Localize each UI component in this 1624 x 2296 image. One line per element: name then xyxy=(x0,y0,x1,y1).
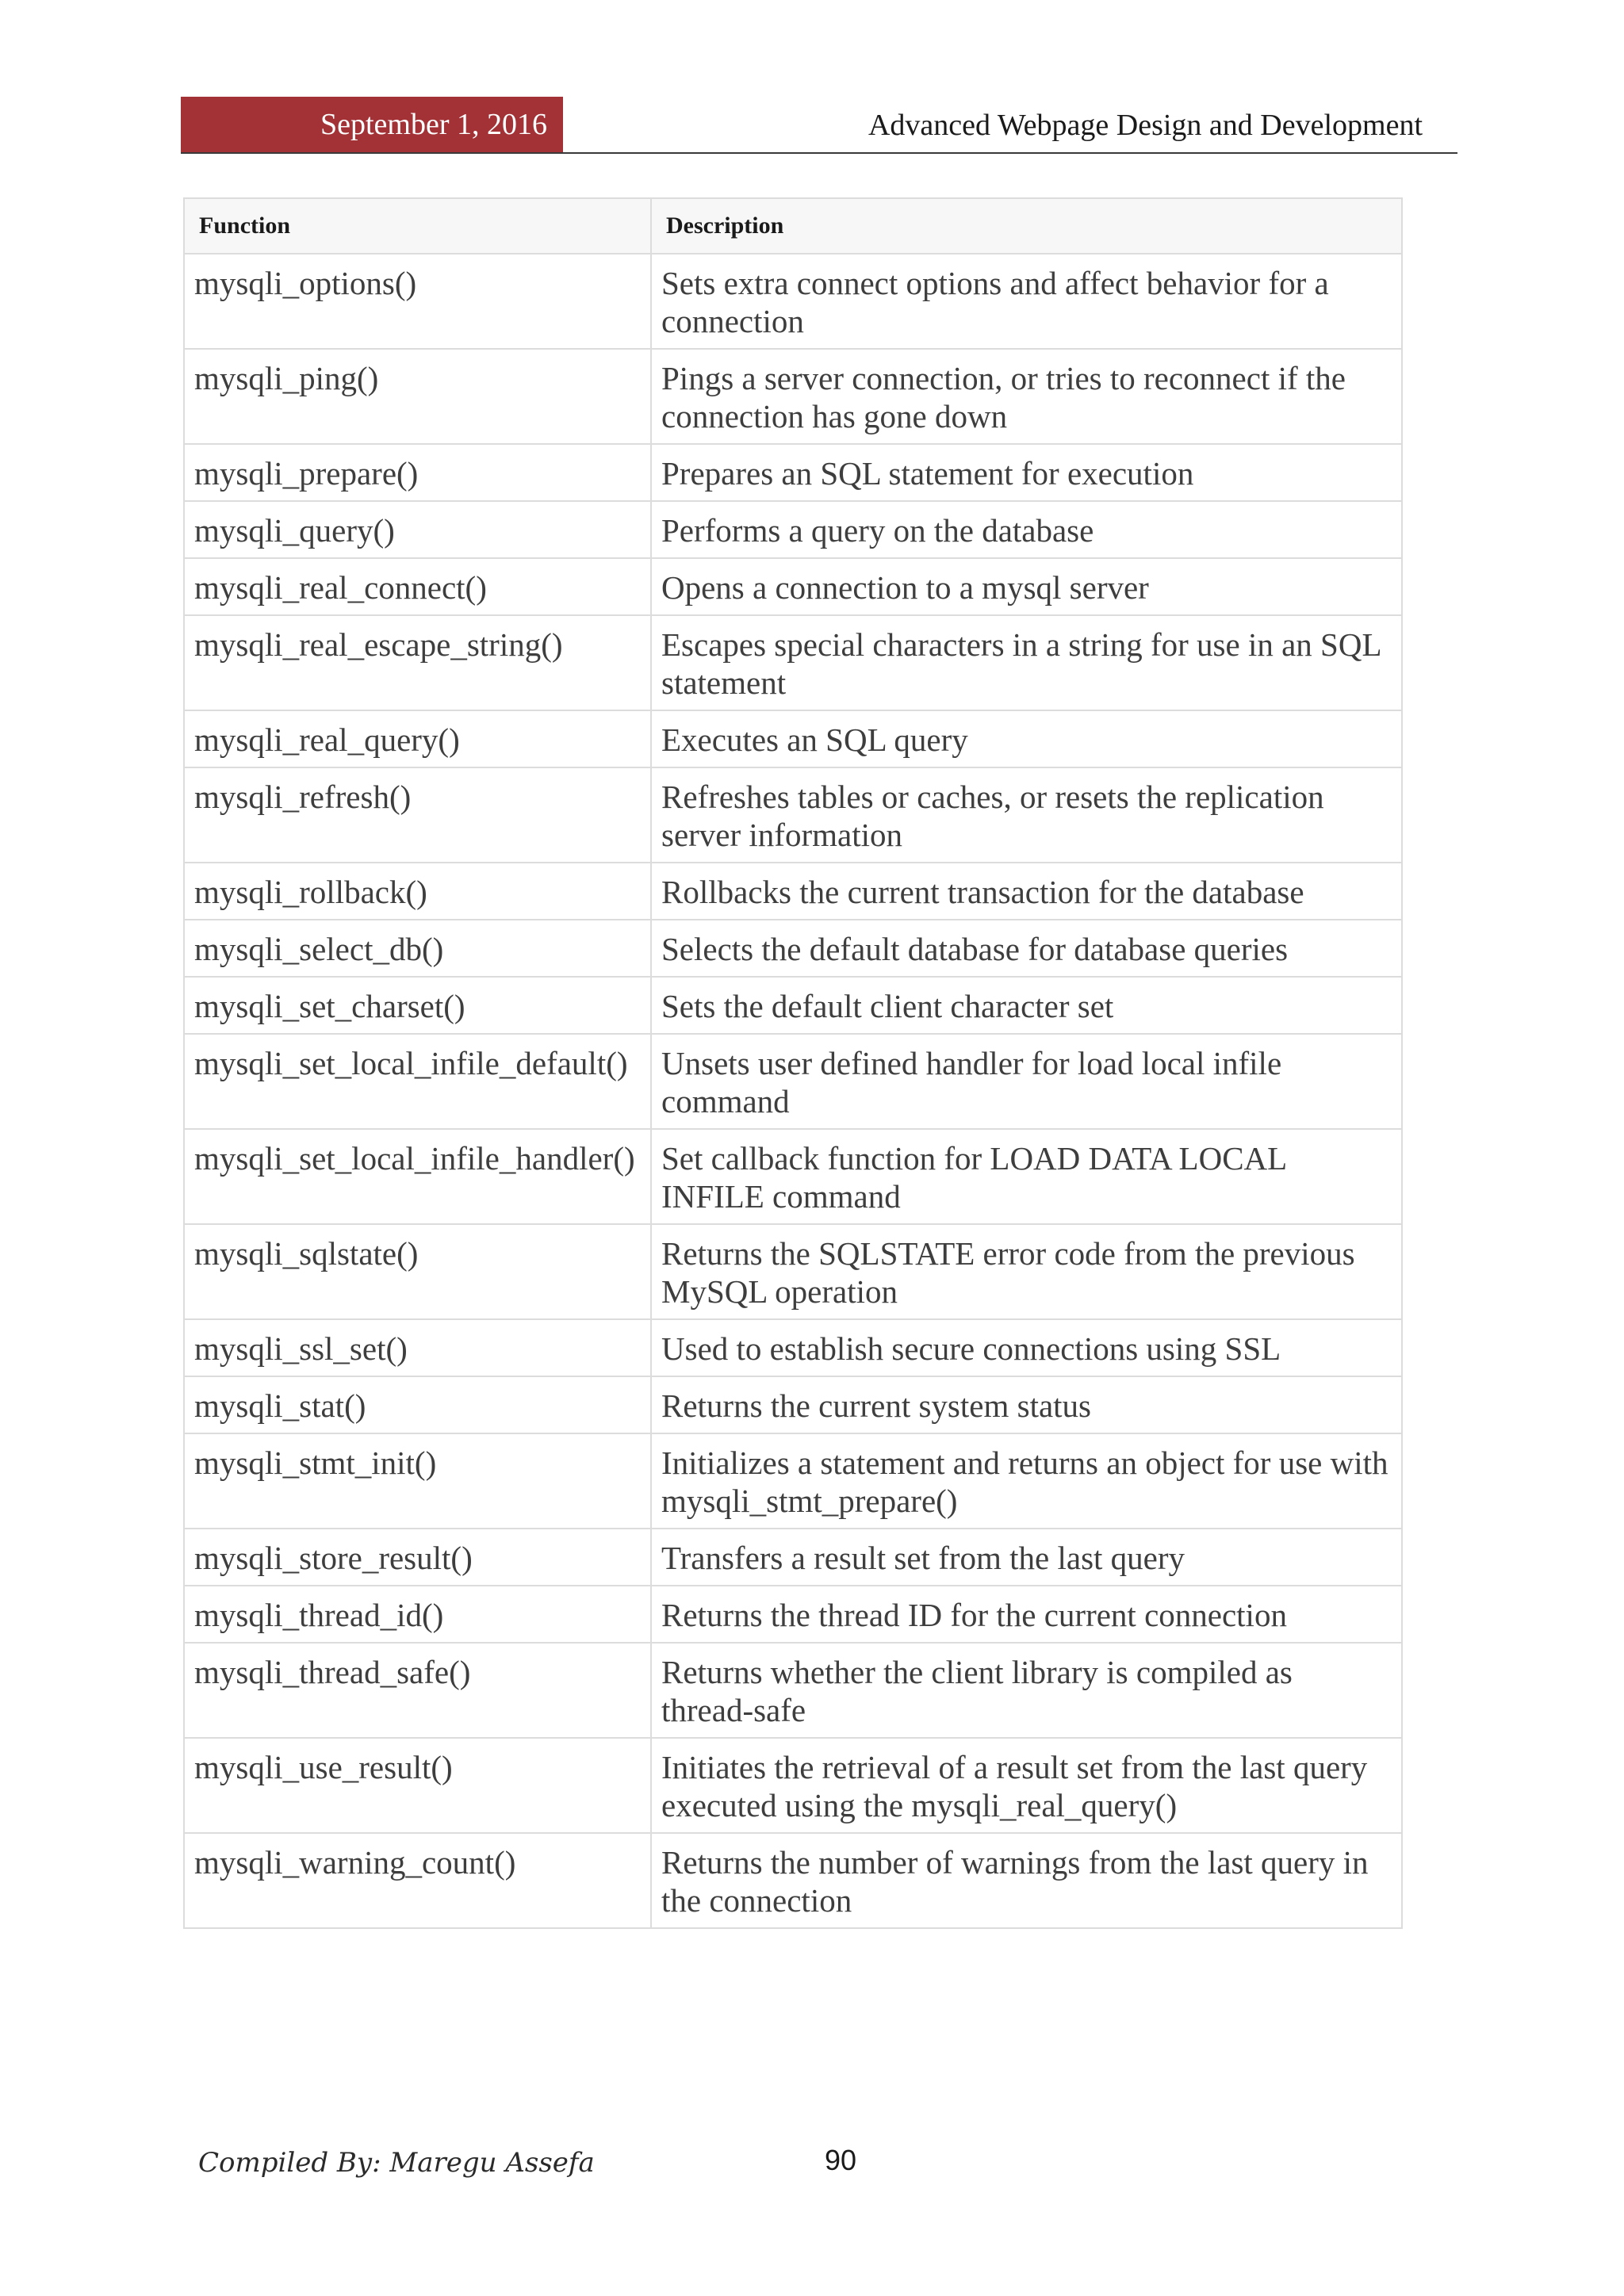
function-cell: mysqli_prepare() xyxy=(184,444,651,501)
table-row xyxy=(184,1833,1402,1928)
function-cell: mysqli_select_db() xyxy=(184,920,651,977)
function-cell: mysqli_options() xyxy=(184,254,651,349)
function-cell: mysqli_real_escape_string() xyxy=(184,615,651,710)
description-cell: Transfers a result set from the last query xyxy=(651,1529,1402,1586)
description-cell: Performs a query on the database xyxy=(651,501,1402,558)
description-cell: Used to establish secure connections using SSL xyxy=(651,1319,1402,1376)
description-cell: Set callback function for LOAD DATA LOCAL INFILE command xyxy=(651,1129,1402,1224)
functions-table-container xyxy=(183,197,1401,1929)
table-row xyxy=(184,1433,1402,1529)
table-row xyxy=(184,558,1402,615)
table-row xyxy=(184,1376,1402,1433)
function-cell: mysqli_stmt_init() xyxy=(184,1433,651,1529)
table-row xyxy=(184,1529,1402,1586)
description-cell: Returns the SQLSTATE error code from the previous MySQL operation xyxy=(651,1224,1402,1319)
description-cell: Initiates the retrieval of a result set from the last query executed using the mysqli_real_query() xyxy=(651,1738,1402,1833)
table-row xyxy=(184,977,1402,1034)
table-row xyxy=(184,1738,1402,1833)
function-cell: mysqli_query() xyxy=(184,501,651,558)
function-cell: mysqli_warning_count() xyxy=(184,1833,651,1928)
description-cell: Pings a server connection, or tries to reconnect if the connection has gone down xyxy=(651,349,1402,444)
table-row xyxy=(184,863,1402,920)
page-header xyxy=(181,97,1457,154)
table-row xyxy=(184,920,1402,977)
header-title: Advanced Webpage Design and Development xyxy=(868,109,1423,142)
description-cell: Selects the default database for database queries xyxy=(651,920,1402,977)
table-row xyxy=(184,254,1402,349)
function-cell: mysqli_set_local_infile_default() xyxy=(184,1034,651,1129)
table-header-row xyxy=(184,198,1402,254)
table-row xyxy=(184,710,1402,767)
functions-table xyxy=(183,197,1403,1929)
table-row xyxy=(184,1586,1402,1643)
table-row xyxy=(184,349,1402,444)
function-cell: mysqli_use_result() xyxy=(184,1738,651,1833)
function-cell: mysqli_set_charset() xyxy=(184,977,651,1034)
description-cell: Returns the number of warnings from the last query in the connection xyxy=(651,1833,1402,1928)
table-row xyxy=(184,1034,1402,1129)
function-cell: mysqli_rollback() xyxy=(184,863,651,920)
function-cell: mysqli_thread_id() xyxy=(184,1586,651,1643)
footer-page-number: 90 xyxy=(825,2144,857,2176)
function-cell: mysqli_ssl_set() xyxy=(184,1319,651,1376)
table-row xyxy=(184,1129,1402,1224)
description-cell: Refreshes tables or caches, or resets the replication server information xyxy=(651,767,1402,863)
footer-compiled-by: Compiled By: Maregu Assefa xyxy=(198,2147,595,2179)
description-cell: Sets the default client character set xyxy=(651,977,1402,1034)
description-cell: Initializes a statement and returns an object for use with mysqli_stmt_prepare() xyxy=(651,1433,1402,1529)
table-row xyxy=(184,1319,1402,1376)
description-cell: Opens a connection to a mysql server xyxy=(651,558,1402,615)
table-row xyxy=(184,501,1402,558)
column-header-function: Function xyxy=(184,198,651,254)
function-cell: mysqli_stat() xyxy=(184,1376,651,1433)
function-cell: mysqli_thread_safe() xyxy=(184,1643,651,1738)
header-date: September 1, 2016 xyxy=(181,97,563,152)
description-cell: Returns whether the client library is compiled as thread-safe xyxy=(651,1643,1402,1738)
table-row xyxy=(184,767,1402,863)
description-cell: Escapes special characters in a string for use in an SQL statement xyxy=(651,615,1402,710)
description-cell: Sets extra connect options and affect behavior for a connection xyxy=(651,254,1402,349)
table-row xyxy=(184,1224,1402,1319)
table-header xyxy=(184,198,1402,254)
function-cell: mysqli_store_result() xyxy=(184,1529,651,1586)
description-cell: Prepares an SQL statement for execution xyxy=(651,444,1402,501)
description-cell: Unsets user defined handler for load local infile command xyxy=(651,1034,1402,1129)
description-cell: Returns the current system status xyxy=(651,1376,1402,1433)
description-cell: Returns the thread ID for the current connection xyxy=(651,1586,1402,1643)
table-row xyxy=(184,1643,1402,1738)
description-cell: Executes an SQL query xyxy=(651,710,1402,767)
function-cell: mysqli_sqlstate() xyxy=(184,1224,651,1319)
description-cell: Rollbacks the current transaction for the database xyxy=(651,863,1402,920)
function-cell: mysqli_real_connect() xyxy=(184,558,651,615)
column-header-description: Description xyxy=(651,198,1402,254)
table-row xyxy=(184,615,1402,710)
table-row xyxy=(184,444,1402,501)
function-cell: mysqli_set_local_infile_handler() xyxy=(184,1129,651,1224)
function-cell: mysqli_refresh() xyxy=(184,767,651,863)
table-body xyxy=(184,254,1402,1928)
function-cell: mysqli_real_query() xyxy=(184,710,651,767)
function-cell: mysqli_ping() xyxy=(184,349,651,444)
